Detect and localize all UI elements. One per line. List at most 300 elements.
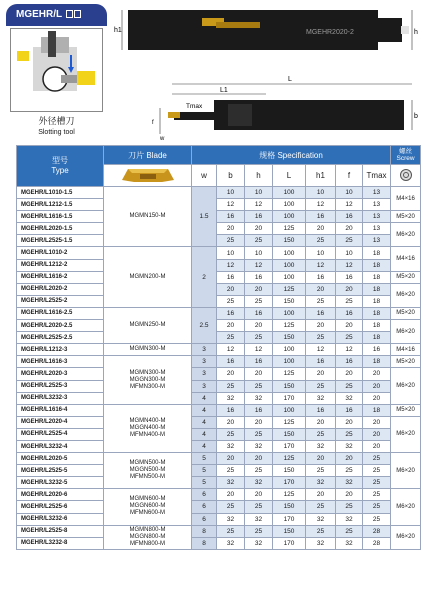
h-cell: 16	[245, 271, 273, 283]
b-cell: 25	[217, 332, 245, 344]
tmax-cell: 18	[363, 332, 391, 344]
L-cell: 150	[273, 525, 306, 537]
L-cell: 150	[273, 295, 306, 307]
tmax-cell: 18	[363, 404, 391, 416]
table-row	[17, 525, 421, 537]
type-cell: MGEHR/L1212-2	[17, 259, 104, 271]
L-cell: 100	[273, 187, 306, 199]
b-cell: 32	[217, 477, 245, 489]
f-cell: 20	[336, 368, 363, 380]
b-cell: 25	[217, 465, 245, 477]
type-cell: MGEHR/L2020-4	[17, 416, 104, 428]
w-cell: 4	[192, 416, 217, 428]
f-cell: 25	[336, 332, 363, 344]
tmax-cell: 13	[363, 211, 391, 223]
h1-cell: 16	[306, 271, 336, 283]
type-cell: MGEHR/L2525-5	[17, 465, 104, 477]
col-w: w	[192, 165, 217, 187]
L-cell: 170	[273, 537, 306, 549]
f-cell: 20	[336, 283, 363, 295]
table-row	[17, 513, 421, 525]
h-cell: 25	[245, 235, 273, 247]
h1-cell: 12	[306, 259, 336, 271]
h1-cell: 20	[306, 489, 336, 501]
h1-cell: 32	[306, 477, 336, 489]
dim-h: h	[414, 29, 418, 36]
h1-cell: 25	[306, 380, 336, 392]
table-row	[17, 247, 421, 259]
f-cell: 32	[336, 477, 363, 489]
f-cell: 16	[336, 271, 363, 283]
h1-cell: 25	[306, 465, 336, 477]
type-cell: MGEHR/L2525-3	[17, 380, 104, 392]
h-cell: 10	[245, 247, 273, 259]
h-cell: 25	[245, 465, 273, 477]
f-cell: 10	[336, 187, 363, 199]
spec-table	[16, 145, 421, 550]
w-cell: 3	[192, 344, 217, 356]
b-cell: 20	[217, 223, 245, 235]
col-f: f	[336, 165, 363, 187]
type-cell: MGEHR/L1010-2	[17, 247, 104, 259]
table-row	[17, 428, 421, 440]
h1-cell: 32	[306, 513, 336, 525]
L-cell: 150	[273, 235, 306, 247]
h1-cell: 25	[306, 428, 336, 440]
screw-header-cn: 螺丝	[399, 148, 413, 155]
col-h: h	[245, 165, 273, 187]
b-cell: 16	[217, 404, 245, 416]
h-cell: 25	[245, 380, 273, 392]
h1-cell: 25	[306, 332, 336, 344]
b-cell: 10	[217, 187, 245, 199]
b-cell: 16	[217, 271, 245, 283]
blade-cell: MGMN200-M	[104, 247, 192, 307]
table-row	[17, 187, 421, 199]
type-cell: MGEHR/L3232-5	[17, 477, 104, 489]
type-header	[17, 146, 104, 187]
w-cell: 2.5	[192, 307, 217, 343]
screw-cell: M6×20	[391, 416, 421, 452]
h-cell: 16	[245, 404, 273, 416]
table-row	[17, 465, 421, 477]
tmax-cell: 13	[363, 235, 391, 247]
w-cell: 2	[192, 247, 217, 307]
h-cell: 16	[245, 356, 273, 368]
h1-cell: 25	[306, 501, 336, 513]
f-cell: 16	[336, 404, 363, 416]
L-cell: 125	[273, 489, 306, 501]
h1-cell: 20	[306, 223, 336, 235]
tool-drawing	[116, 4, 422, 142]
dim-f: f	[152, 120, 154, 126]
type-cell: MGEHR/L2525-2.5	[17, 332, 104, 344]
L-cell: 125	[273, 368, 306, 380]
L-cell: 100	[273, 344, 306, 356]
table-row	[17, 416, 421, 428]
table-row	[17, 223, 421, 235]
w-cell: 6	[192, 501, 217, 513]
type-header-cn: 型号	[52, 156, 68, 165]
table-row	[17, 404, 421, 416]
tmax-cell: 20	[363, 440, 391, 452]
h-cell: 25	[245, 501, 273, 513]
L-cell: 100	[273, 307, 306, 319]
tmax-cell: 25	[363, 477, 391, 489]
b-cell: 25	[217, 380, 245, 392]
blade-cell: MGMN250-M	[104, 307, 192, 343]
table-row	[17, 501, 421, 513]
tmax-cell: 25	[363, 465, 391, 477]
table-row	[17, 477, 421, 489]
icon-caption-cn: 外径槽刀	[38, 116, 75, 126]
blade-cell: MGMN400-M MGGN400-M MFMN400-M	[104, 404, 192, 452]
f-cell: 32	[336, 392, 363, 404]
h1-cell: 10	[306, 187, 336, 199]
series-name: MGEHR/L	[16, 9, 62, 20]
f-cell: 32	[336, 513, 363, 525]
type-cell: MGEHR/L2020-2	[17, 283, 104, 295]
type-cell: MGEHR/L1212-1.5	[17, 199, 104, 211]
blade-cell: MGMN800-M MGGN800-M MFMN800-M	[104, 525, 192, 549]
table-row	[17, 332, 421, 344]
screw-header	[391, 146, 421, 165]
icon-caption-en: Slotting tool	[38, 129, 75, 136]
h1-cell: 20	[306, 453, 336, 465]
screw-cell: M5×20	[391, 211, 421, 223]
h1-cell: 25	[306, 295, 336, 307]
table-row	[17, 283, 421, 295]
dim-L: L	[288, 76, 292, 83]
b-cell: 20	[217, 283, 245, 295]
type-cell: MGEHR/L1616-4	[17, 404, 104, 416]
f-cell: 32	[336, 440, 363, 452]
L-cell: 170	[273, 440, 306, 452]
type-cell: MGEHR/L2020-1.5	[17, 223, 104, 235]
screw-cell: M4×16	[391, 247, 421, 271]
screw-cell: M5×20	[391, 356, 421, 368]
w-cell: 4	[192, 428, 217, 440]
tool-icon	[10, 28, 103, 112]
b-cell: 32	[217, 392, 245, 404]
h-cell: 20	[245, 368, 273, 380]
h-cell: 32	[245, 477, 273, 489]
h-cell: 12	[245, 199, 273, 211]
screw-cell: M6×20	[391, 223, 421, 247]
h-cell: 32	[245, 537, 273, 549]
f-cell: 12	[336, 259, 363, 271]
w-cell: 8	[192, 537, 217, 549]
dim-w: w	[160, 136, 165, 142]
b-cell: 32	[217, 513, 245, 525]
type-cell: MGEHR/L1616-2	[17, 271, 104, 283]
h-cell: 32	[245, 440, 273, 452]
L-cell: 100	[273, 404, 306, 416]
table-row	[17, 271, 421, 283]
w-cell: 3	[192, 356, 217, 368]
col-tmax: Tmax	[363, 165, 391, 187]
w-cell: 5	[192, 465, 217, 477]
tmax-cell: 28	[363, 537, 391, 549]
blade-header: 刀片 Blade	[104, 146, 192, 165]
table-row	[17, 235, 421, 247]
w-cell: 3	[192, 368, 217, 380]
h-cell: 10	[245, 187, 273, 199]
f-cell: 12	[336, 199, 363, 211]
table-row	[17, 295, 421, 307]
type-header-en: Type	[51, 166, 69, 175]
w-cell: 3	[192, 380, 217, 392]
L-cell: 170	[273, 392, 306, 404]
type-cell: MGEHR/L2020-6	[17, 489, 104, 501]
tmax-cell: 20	[363, 416, 391, 428]
h-cell: 25	[245, 428, 273, 440]
tmax-cell: 20	[363, 380, 391, 392]
f-cell: 25	[336, 501, 363, 513]
table-row	[17, 392, 421, 404]
type-cell: MGEHR/L2020-2.5	[17, 320, 104, 332]
type-cell: MGEHR/L2525-1.5	[17, 235, 104, 247]
L-cell: 125	[273, 223, 306, 235]
type-cell: MGEHR/L3232-8	[17, 537, 104, 549]
table-row	[17, 211, 421, 223]
L-cell: 150	[273, 332, 306, 344]
w-cell: 6	[192, 513, 217, 525]
type-cell: MGEHR/L3232-4	[17, 440, 104, 452]
tmax-cell: 25	[363, 489, 391, 501]
screw-header-en: Screw	[396, 155, 415, 162]
screw-cell: M5×20	[391, 307, 421, 319]
col-h1: h1	[306, 165, 336, 187]
table-row	[17, 440, 421, 452]
h-cell: 20	[245, 489, 273, 501]
blade-cell: MGMN600-M MGGN600-M MFMN600-M	[104, 489, 192, 525]
table-row	[17, 320, 421, 332]
b-cell: 32	[217, 537, 245, 549]
tmax-cell: 25	[363, 453, 391, 465]
tmax-cell: 13	[363, 223, 391, 235]
blade-cell: MGMN500-M MGGN500-M MFMN500-M	[104, 453, 192, 489]
h-cell: 20	[245, 283, 273, 295]
h-cell: 20	[245, 223, 273, 235]
f-cell: 10	[336, 247, 363, 259]
h1-cell: 25	[306, 235, 336, 247]
h1-cell: 12	[306, 344, 336, 356]
type-cell: MGEHR/L2525-4	[17, 428, 104, 440]
f-cell: 25	[336, 525, 363, 537]
L-cell: 100	[273, 259, 306, 271]
b-cell: 16	[217, 356, 245, 368]
w-cell: 4	[192, 392, 217, 404]
type-cell: MGEHR/L2525-8	[17, 525, 104, 537]
table-row	[17, 489, 421, 501]
h1-cell: 20	[306, 368, 336, 380]
h-cell: 20	[245, 320, 273, 332]
h1-cell: 25	[306, 525, 336, 537]
h1-cell: 16	[306, 404, 336, 416]
screw-cell: M6×20	[391, 489, 421, 525]
series-icon-panel	[6, 4, 107, 140]
table-row	[17, 537, 421, 549]
tmax-cell: 18	[363, 320, 391, 332]
tmax-cell: 18	[363, 283, 391, 295]
blade-cell: MGMN300-M MGGN300-M MFMN300-M	[104, 356, 192, 404]
f-cell: 32	[336, 537, 363, 549]
col-L: L	[273, 165, 306, 187]
blade-cell: MGMN150-M	[104, 187, 192, 247]
h1-cell: 20	[306, 283, 336, 295]
w-cell: 8	[192, 525, 217, 537]
type-cell: MGEHR/L1616-2.5	[17, 307, 104, 319]
w-cell: 5	[192, 477, 217, 489]
f-cell: 20	[336, 223, 363, 235]
blade-insert-image	[104, 165, 192, 187]
L-cell: 170	[273, 477, 306, 489]
tmax-cell: 20	[363, 368, 391, 380]
table-row	[17, 307, 421, 319]
table-row	[17, 380, 421, 392]
L-cell: 100	[273, 247, 306, 259]
holder-marking: MGEHR2020-2	[306, 29, 354, 36]
type-cell: MGEHR/L2525-2	[17, 295, 104, 307]
f-cell: 25	[336, 380, 363, 392]
h1-cell: 20	[306, 320, 336, 332]
placeholder-box-icon	[66, 10, 73, 18]
b-cell: 20	[217, 489, 245, 501]
tmax-cell: 18	[363, 295, 391, 307]
h-cell: 20	[245, 416, 273, 428]
b-cell: 20	[217, 453, 245, 465]
table-row	[17, 259, 421, 271]
table-row	[17, 199, 421, 211]
b-cell: 25	[217, 525, 245, 537]
b-cell: 16	[217, 307, 245, 319]
w-cell: 4	[192, 440, 217, 452]
h-cell: 16	[245, 307, 273, 319]
type-cell: MGEHR/L3232-6	[17, 513, 104, 525]
tmax-cell: 18	[363, 247, 391, 259]
L-cell: 125	[273, 416, 306, 428]
tmax-cell: 18	[363, 356, 391, 368]
h1-cell: 10	[306, 247, 336, 259]
spec-table-body	[17, 187, 421, 550]
screw-cell: M6×20	[391, 453, 421, 489]
b-cell: 20	[217, 416, 245, 428]
h1-cell: 16	[306, 211, 336, 223]
dim-L1: L1	[220, 87, 228, 94]
f-cell: 20	[336, 416, 363, 428]
L-cell: 125	[273, 320, 306, 332]
h-cell: 25	[245, 332, 273, 344]
h1-cell: 32	[306, 440, 336, 452]
L-cell: 100	[273, 211, 306, 223]
h1-cell: 32	[306, 392, 336, 404]
w-cell: 5	[192, 453, 217, 465]
f-cell: 20	[336, 453, 363, 465]
w-cell: 4	[192, 404, 217, 416]
tmax-cell: 20	[363, 392, 391, 404]
screw-cell: M5×20	[391, 404, 421, 416]
type-cell: MGEHR/L3232-3	[17, 392, 104, 404]
type-cell: MGEHR/L2020-3	[17, 368, 104, 380]
screw-icon	[391, 165, 421, 187]
b-cell: 20	[217, 320, 245, 332]
tmax-cell: 25	[363, 501, 391, 513]
f-cell: 16	[336, 356, 363, 368]
f-cell: 20	[336, 489, 363, 501]
f-cell: 25	[336, 295, 363, 307]
L-cell: 150	[273, 465, 306, 477]
h-cell: 32	[245, 392, 273, 404]
L-cell: 150	[273, 380, 306, 392]
screw-cell: M6×20	[391, 283, 421, 307]
screw-cell: M6×20	[391, 525, 421, 549]
table-row	[17, 356, 421, 368]
h-cell: 25	[245, 525, 273, 537]
dim-b: b	[414, 113, 418, 120]
h-cell: 12	[245, 344, 273, 356]
L-cell: 100	[273, 271, 306, 283]
tmax-cell: 18	[363, 271, 391, 283]
w-cell: 6	[192, 489, 217, 501]
f-cell: 25	[336, 465, 363, 477]
b-cell: 25	[217, 235, 245, 247]
type-cell: MGEHR/L2020-5	[17, 453, 104, 465]
series-tag	[6, 4, 107, 26]
b-cell: 25	[217, 295, 245, 307]
h-cell: 32	[245, 513, 273, 525]
tmax-cell: 25	[363, 513, 391, 525]
dim-Tmax: Tmax	[186, 103, 203, 110]
f-cell: 16	[336, 307, 363, 319]
type-cell: MGEHR/L2525-6	[17, 501, 104, 513]
spec-header: 规格 Specification	[192, 146, 391, 165]
tmax-cell: 18	[363, 307, 391, 319]
b-cell: 20	[217, 368, 245, 380]
h1-cell: 16	[306, 307, 336, 319]
type-cell: MGEHR/L1212-3	[17, 344, 104, 356]
f-cell: 12	[336, 344, 363, 356]
type-cell: MGEHR/L1616-1.5	[17, 211, 104, 223]
L-cell: 125	[273, 453, 306, 465]
b-cell: 12	[217, 199, 245, 211]
screw-cell: M6×20	[391, 320, 421, 344]
screw-cell: M4×16	[391, 344, 421, 356]
L-cell: 100	[273, 356, 306, 368]
type-cell: MGEHR/L1010-1.5	[17, 187, 104, 199]
placeholder-box-icon	[74, 10, 81, 18]
icon-caption	[6, 116, 107, 138]
screw-cell: M6×20	[391, 368, 421, 404]
h-cell: 20	[245, 453, 273, 465]
h-cell: 25	[245, 295, 273, 307]
L-cell: 170	[273, 513, 306, 525]
h-cell: 12	[245, 259, 273, 271]
f-cell: 25	[336, 428, 363, 440]
b-cell: 16	[217, 211, 245, 223]
h1-cell: 16	[306, 356, 336, 368]
screw-cell: M5×20	[391, 271, 421, 283]
h1-cell: 32	[306, 537, 336, 549]
tmax-cell: 13	[363, 199, 391, 211]
tmax-cell: 28	[363, 525, 391, 537]
tmax-cell: 18	[363, 259, 391, 271]
b-cell: 25	[217, 501, 245, 513]
L-cell: 150	[273, 501, 306, 513]
w-cell: 1.5	[192, 187, 217, 247]
f-cell: 20	[336, 320, 363, 332]
b-cell: 12	[217, 259, 245, 271]
